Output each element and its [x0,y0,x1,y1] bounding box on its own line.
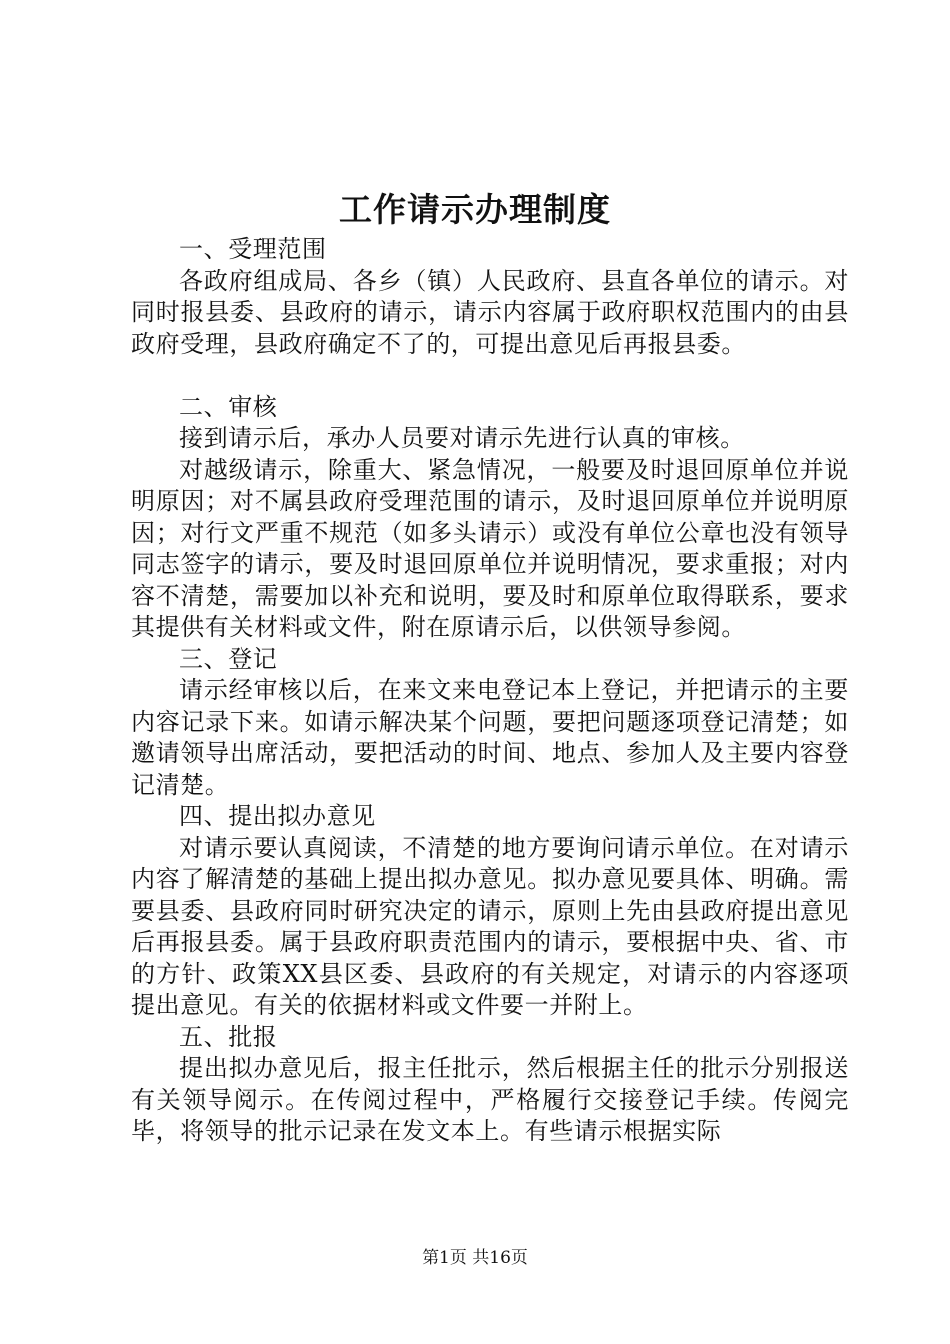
paragraph-approval: 提出拟办意见后，报主任批示，然后根据主任的批示分别报送有关领导阅示。在传阅过程中，严格履行交接登记手续。传阅完毕，将领导的批示记录在发文本上。有些请示根据实际 [131,1054,849,1145]
section-heading-register: 三、登记 [179,644,278,673]
document-body [131,234,849,1148]
section-heading-approval: 五、批报 [179,1022,278,1051]
paragraph-opinion: 对请示要认真阅读，不清楚的地方要询问请示单位。在对请示内容了解清楚的基础上提出拟办意见。拟办意见要具体、明确。需要县委、县政府同时研究决定的请示，原则上先由县政府提出意见后再报县委。属于县政府职责范围内的请示，要根据中央、省、市的方针、政策XX县区委、县政府的有关规定，对请示的内容逐项提出意见。有关的依据材料或文件要一并附上。 [131,833,849,1019]
paragraph-register: 请示经审核以后，在来文来电登记本上登记，并把请示的主要内容记录下来。如请示解决某个问题，要把问题逐项登记清楚；如邀请领导出席活动，要把活动的时间、地点、参加人及主要内容登记清楚。 [131,676,849,799]
section-heading-opinion: 四、提出拟办意见 [179,802,376,830]
document-title: 工作请示办理制度 [339,190,611,229]
section-heading-scope: 一、受理范围 [179,235,327,263]
page-number: 第1页 共16页 [422,1248,528,1268]
paragraph-review-intro: 接到请示后，承办人员要对请示先进行认真的审核。 [179,424,745,452]
section-heading-review: 二、审核 [179,392,278,421]
paragraph-scope: 各政府组成局、各乡（镇）人民政府、县直各单位的请示。对同时报县委、县政府的请示，请示内容属于政府职权范围内的由县政府受理，县政府确定不了的，可提出意见后再报县委。 [131,266,849,358]
paragraph-review-details: 对越级请示，除重大、紧急情况，一般要及时退回原单位并说明原因；对不属县政府受理范围的请示，及时退回原单位并说明原因；对行文严重不规范（如多头请示）或没有单位公章也没有领导同志签字的请示，要及时退回原单位并说明情况，要求重报；对内容不清楚，需要加以补充和说明，要及时和原单位取得联系，要求其提供有关材料或文件，附在原请示后，以供领导参阅。 [131,455,849,641]
